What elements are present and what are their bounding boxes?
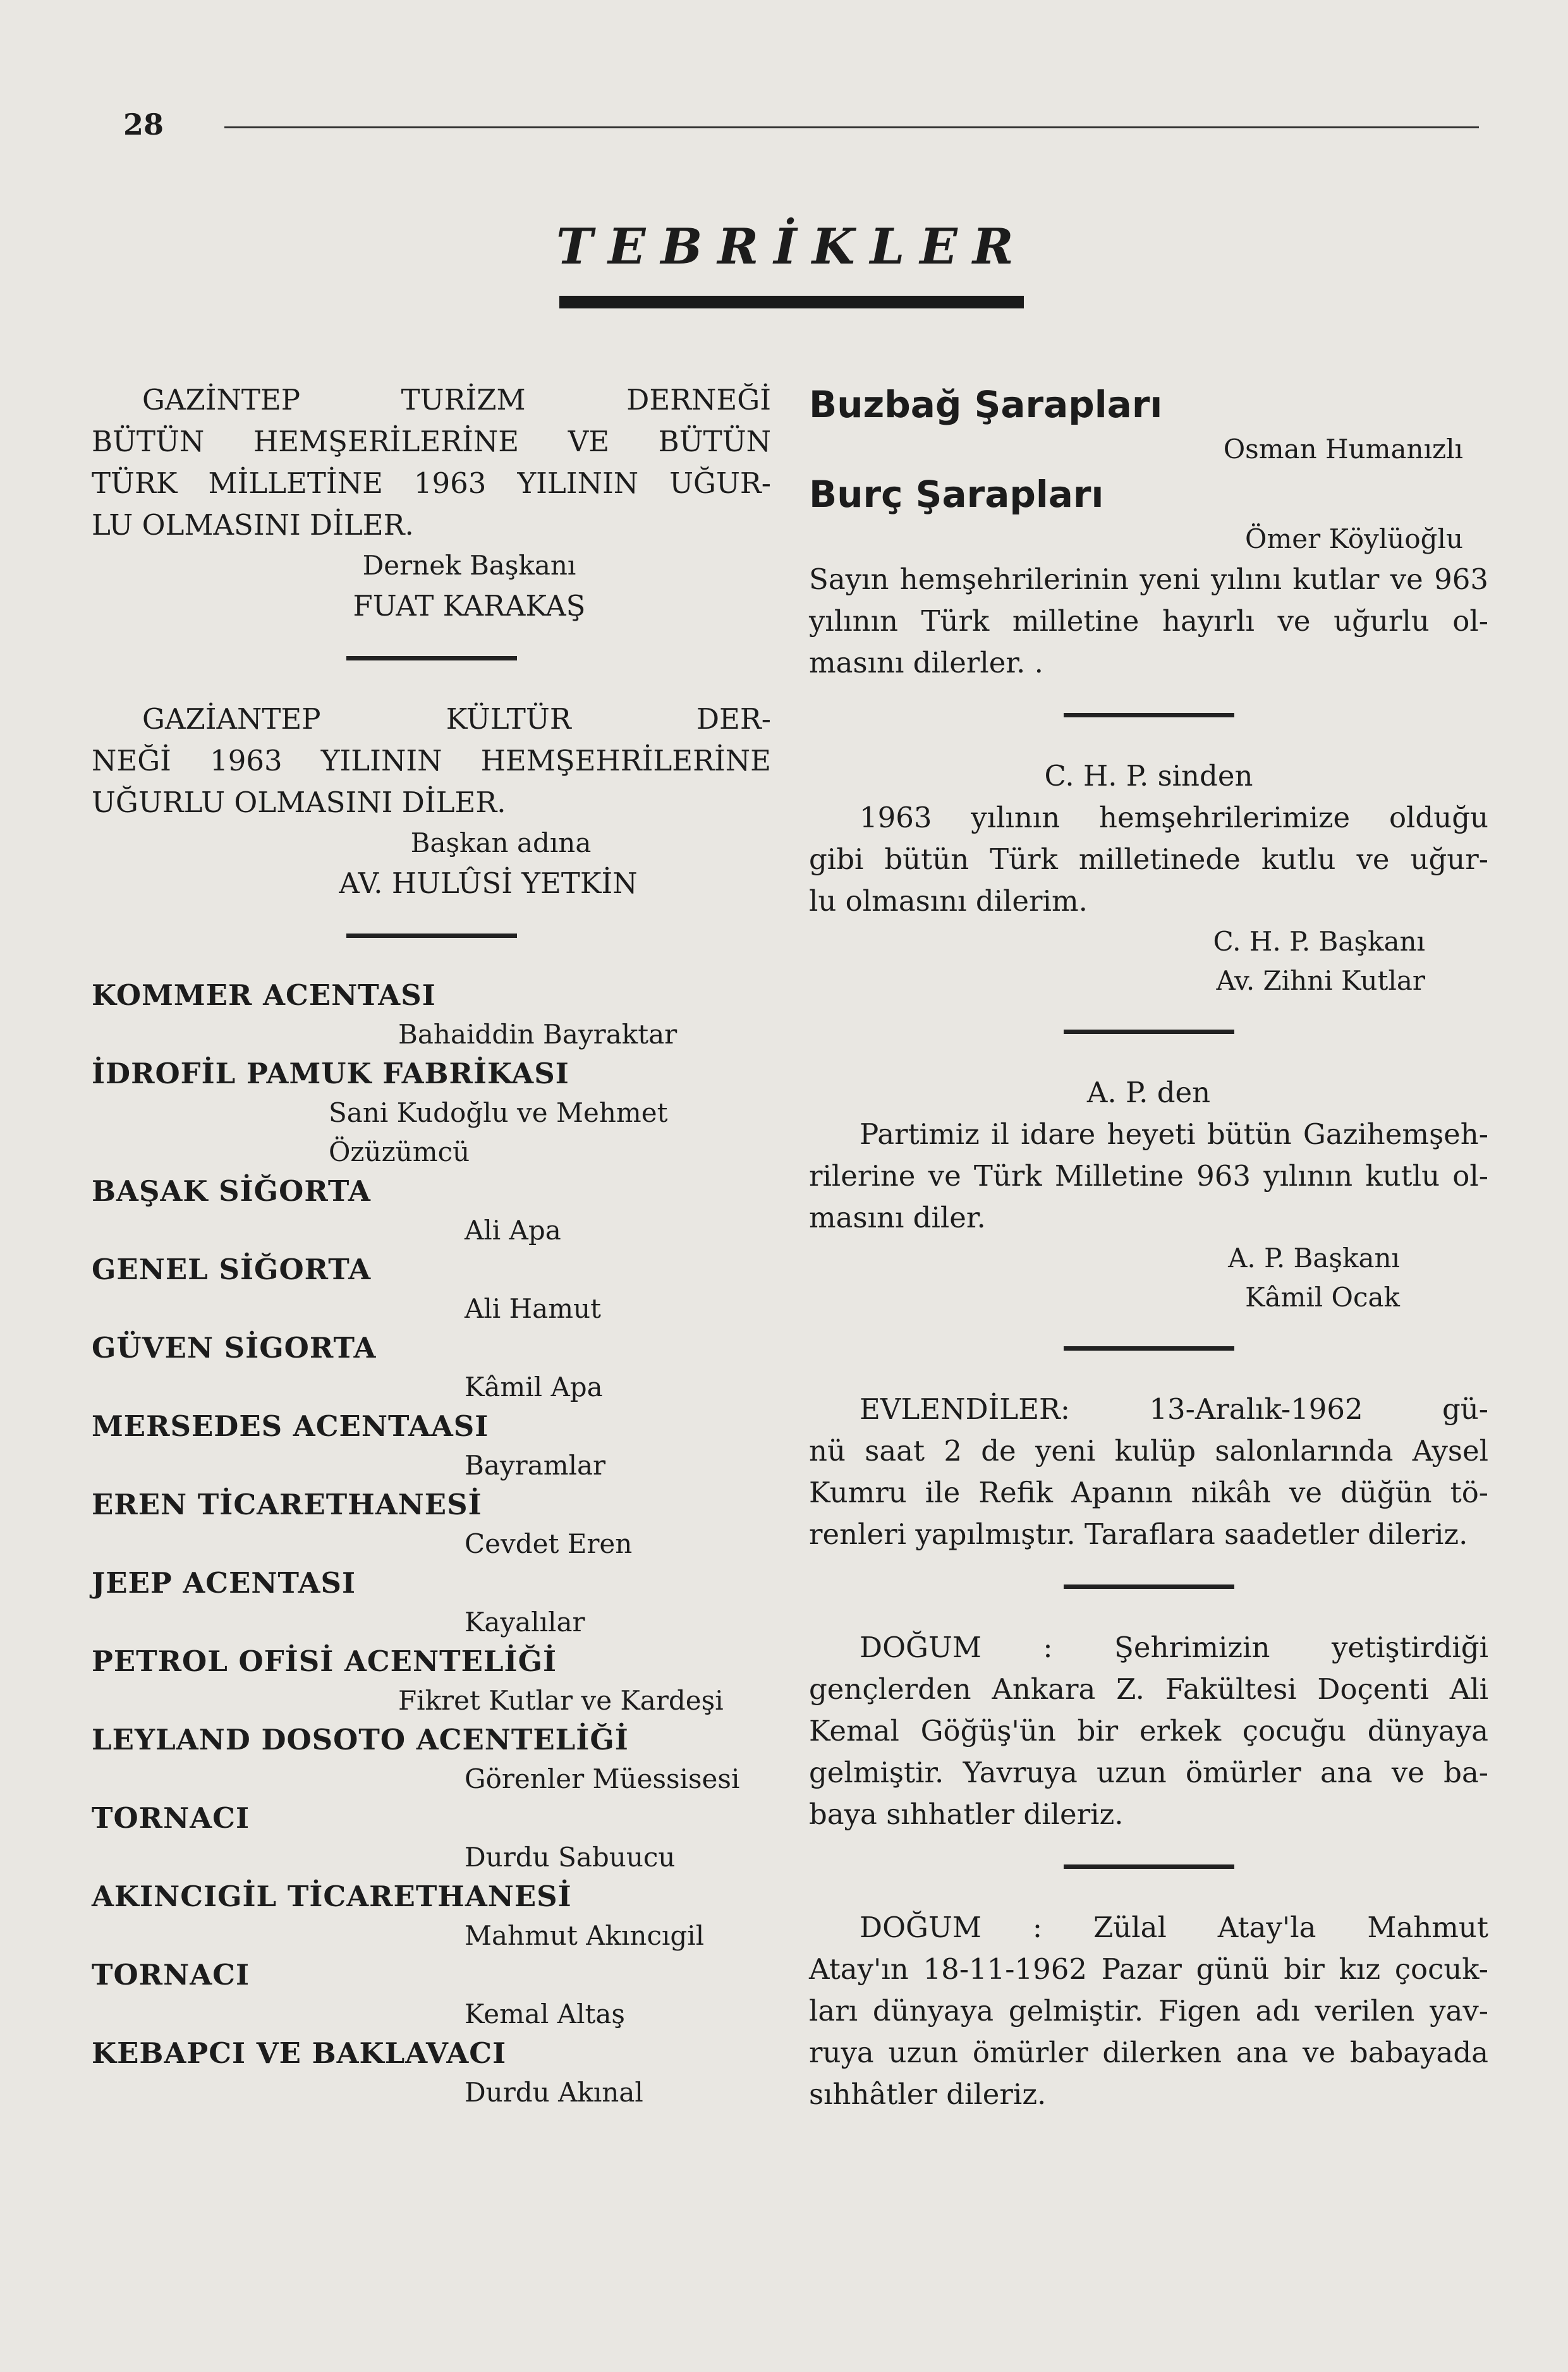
advertiser-title: PETROL OFİSİ ACENTELİĞİ — [92, 1645, 557, 1678]
advertiser-title: GENEL SİĞORTA — [92, 1253, 372, 1286]
notice-line: Kumru ile Refik Apanın nikâh ve düğün tö- — [809, 1476, 1488, 1509]
notice-sender: C. H. P. sinden — [1044, 759, 1253, 793]
notice-line: masını diler. — [809, 1201, 986, 1234]
chp-role: C. H. P. Başkanı — [1213, 926, 1425, 957]
advertiser-title: JEEP ACENTASI — [92, 1566, 356, 1600]
notice-line: Atay'ın 18-11-1962 Pazar günü bir kız çocuk- — [809, 1952, 1488, 1986]
notice-line: yılının Türk milletine hayırlı ve uğurlu ol- — [809, 604, 1488, 638]
kultur-notice — [92, 698, 771, 824]
advertiser-person: Durdu Akınal — [465, 2077, 643, 2108]
notice-line: DOĞUM : Şehrimizin yetiştirdiği — [860, 1631, 1488, 1664]
notice-line: GAZİANTEP KÜLTÜR DER- — [142, 702, 771, 736]
advertiser-title: EREN TİCARETHANESİ — [92, 1488, 482, 1521]
advertiser-person: Kayalılar — [465, 1607, 585, 1638]
notice-line: baya sıhhatler dileriz. — [809, 1797, 1124, 1831]
buzbag-ad — [809, 379, 1488, 684]
ap-notice — [809, 1072, 1488, 1317]
advertiser-title: BAŞAK SİĞORTA — [92, 1174, 371, 1208]
section-divider — [1064, 1030, 1234, 1034]
advertiser-person: Ali Apa — [465, 1215, 561, 1246]
notice-line: gençlerden Ankara Z. Fakültesi Doçenti Ali — [809, 1672, 1488, 1706]
notice-line: GAZİNTEP TURİZM DERNEĞİ — [142, 383, 771, 417]
advertiser-list — [92, 976, 771, 2112]
advertiser-title: TORNACI — [92, 1801, 250, 1835]
turizm-notice — [92, 379, 771, 546]
notice-line: gelmiştir. Yavruya uzun ömürler ana ve ba- — [809, 1756, 1488, 1789]
birth-notice — [809, 1627, 1488, 1835]
brand-owner: Osman Humanızlı — [1223, 434, 1463, 465]
notice-line: Sayın hemşehrilerinin yeni yılını kutlar ve 963 — [809, 563, 1488, 596]
buzbag-message — [809, 559, 1488, 684]
notice-line: ları dünyaya gelmiştir. Figen adı verilen yav- — [809, 1994, 1488, 2028]
section-divider — [346, 934, 517, 938]
chp-notice — [809, 755, 1488, 1000]
section-divider — [1064, 1864, 1234, 1869]
advertiser-person: Cevdet Eren — [465, 1528, 633, 1559]
page-number: 28 — [123, 107, 164, 142]
notice-line: BÜTÜN HEMŞERİLERİNE VE BÜTÜN — [92, 425, 771, 458]
ap-role: A. P. Başkanı — [1228, 1243, 1400, 1274]
advertiser-title: LEYLAND DOSOTO ACENTELİĞİ — [92, 1723, 629, 1756]
notice-line: nü saat 2 de yeni kulüp salonlarında Aysel — [809, 1434, 1488, 1468]
turizm-role: Dernek Başkanı — [362, 550, 576, 581]
advertiser-person: Kâmil Apa — [465, 1372, 603, 1402]
notice-line: EVLENDİLER: 13-Aralık-1962 gü- — [860, 1392, 1488, 1426]
advertiser-person: Sani Kudoğlu ve Mehmet Özüzümcü — [329, 1097, 668, 1167]
notice-line: Partimiz il idare heyeti bütün Gazihemşeh- — [860, 1117, 1488, 1151]
notice-line: masını dilerler. . — [809, 646, 1043, 679]
notice-line: ruya uzun ömürler dilerken ana ve babayada — [809, 2036, 1488, 2069]
page-heading: TEBRİKLER — [556, 218, 1029, 276]
notice-line: Kemal Göğüş'ün bir erkek çocuğu dünyaya — [809, 1714, 1488, 1748]
advertiser-title: TORNACI — [92, 1958, 250, 1992]
notice-line: rilerine ve Türk Milletine 963 yılının kutlu ol- — [809, 1159, 1488, 1193]
brand-name: Buzbağ Şarapları — [809, 383, 1163, 426]
heading-bar — [559, 296, 1024, 308]
notice-line: lu olmasını dilerim. — [809, 884, 1088, 918]
notice-line: TÜRK MİLLETİNE 1963 YILININ UĞUR- — [92, 466, 771, 500]
advertiser-title: MERSEDES ACENTAASI — [92, 1409, 489, 1443]
notice-sender: A. P. den — [1086, 1076, 1211, 1109]
kultur-role: Başkan adına — [410, 827, 592, 858]
notice-line: LU OLMASINI DİLER. — [92, 508, 414, 542]
advertiser-person: Bayramlar — [465, 1450, 606, 1481]
kultur-signer: AV. HULÛSİ YETKİN — [339, 867, 638, 900]
marriage-notice — [809, 1389, 1488, 1555]
notice-line: UĞURLU OLMASINI DİLER. — [92, 786, 506, 819]
advertiser-person: Durdu Sabuucu — [465, 1842, 676, 1873]
notice-line: renleri yapılmıştır. Taraflara saadetler dileriz. — [809, 1517, 1468, 1551]
birth-notice — [809, 1907, 1488, 2115]
top-rule — [224, 126, 1479, 128]
notice-body — [809, 797, 1488, 922]
ap-signer: Kâmil Ocak — [1245, 1282, 1400, 1313]
advertiser-person: Görenler Müessisesi — [465, 1763, 740, 1794]
advertiser-title: KOMMER ACENTASI — [92, 978, 436, 1012]
advertiser-title: AKINCIGİL TİCARETHANESİ — [92, 1880, 572, 1913]
notice-line: 1963 yılının hemşehrilerimize olduğu — [860, 801, 1488, 834]
section-divider — [1064, 713, 1234, 717]
advertiser-person: Fikret Kutlar ve Kardeşi — [398, 1685, 724, 1716]
section-divider — [1064, 1584, 1234, 1589]
notice-line: NEĞİ 1963 YILININ HEMŞEHRİLERİNE — [92, 744, 771, 777]
left-column — [92, 379, 771, 2112]
brand-name: Burç Şarapları — [809, 473, 1104, 516]
advertiser-person: Mahmut Akıncıgil — [465, 1920, 705, 1951]
section-divider — [1064, 1346, 1234, 1351]
section-divider — [346, 656, 517, 660]
turizm-signer: FUAT KARAKAŞ — [353, 589, 586, 623]
advertiser-title: GÜVEN SİGORTA — [92, 1331, 377, 1365]
right-column — [809, 379, 1488, 2115]
notice-body — [809, 1114, 1488, 1239]
advertiser-person: Ali Hamut — [465, 1293, 601, 1324]
advertiser-person: Kemal Altaş — [465, 1998, 625, 2029]
notice-line: DOĞUM : Zülal Atay'la Mahmut — [860, 1911, 1488, 1944]
notice-line: gibi bütün Türk milletinede kutlu ve uğur- — [809, 842, 1488, 876]
advertiser-title: KEBAPCI VE BAKLAVACI — [92, 2036, 507, 2070]
brand-owner: Ömer Köylüoğlu — [1245, 523, 1463, 554]
notice-line: sıhhâtler dileriz. — [809, 2077, 1047, 2111]
chp-signer: Av. Zihni Kutlar — [1216, 965, 1425, 996]
advertiser-person: Bahaiddin Bayraktar — [398, 1019, 678, 1050]
advertiser-title: İDROFİL PAMUK FABRİKASI — [92, 1057, 569, 1090]
